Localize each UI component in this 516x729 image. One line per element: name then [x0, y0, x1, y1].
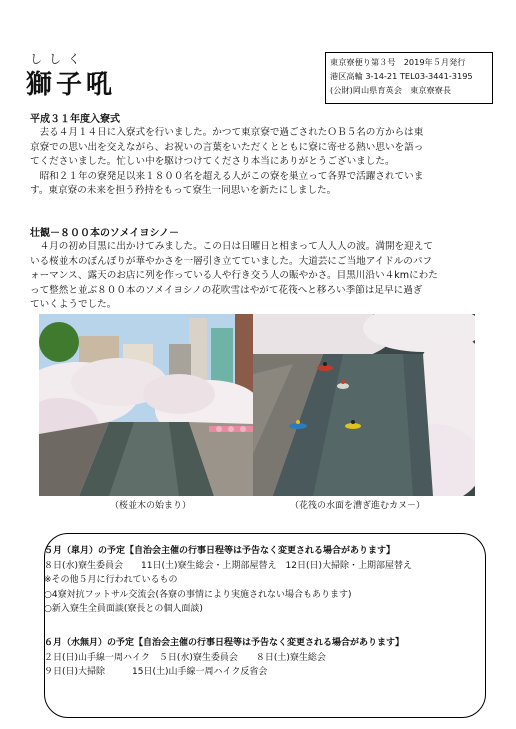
right-photo-caption: （花筏の水面を漕ぎ進むカヌ－）: [290, 501, 426, 511]
issue-info-box: [325, 52, 493, 104]
section2-line: いる桜並木のぼんぼりが華やかさを一層引き立てていました。大道芸にご当地アイドルのパフ: [30, 255, 433, 267]
photo-cherry-row: [39, 314, 253, 496]
section2-line: ４月の初め目黒に出かけてみました。この日は日曜日と相まって人人人の波。満開を迎えて: [39, 241, 433, 252]
may-schedule-line: ８日(水)寮生委員会 11日(土)寮生総会・上期部屋替え 12日(日)大掃除・上期部屋替え: [44, 560, 412, 571]
address-info-line: 港区高輪 3-14-21 TEL03-3441-3195: [330, 71, 473, 81]
section2-body: [30, 240, 490, 313]
june-schedule-heading: ６月（水無月）の予定【自治会主催の行事日程等は予告なく変更される場合があります】: [44, 638, 405, 648]
may-schedule-line: ○新入寮生全員面談(寮長との個人面談): [44, 604, 203, 615]
publisher-info-line: (公財)岡山県育英会 東京寮寮長: [330, 85, 452, 95]
section2-line: ていくようでした。: [30, 299, 117, 310]
title-ruby: ししく: [30, 52, 88, 66]
section2-line: って整然と並ぶ８００本のソメイヨシノの花吹雪はやがて花筏へと移ろい季節は足早に過ぎ: [30, 284, 423, 296]
june-schedule-line: ９日(日)大掃除 15日(土)山手線一周ハイク反省会: [44, 667, 268, 678]
newsletter-title: 獅子吼: [26, 70, 117, 100]
section2-heading: 壮観－８００本のソメイヨシノ－: [30, 228, 179, 239]
section1-body: [30, 126, 490, 199]
section1-line: 去る４月１４日に入寮式を行いました。かつて東京寮で過ごされたＯＢ５名の方からは東: [39, 127, 424, 138]
section2-line: ォーマンス、露天のお店に列を作っている人や行き交う人の賑やかさ。目黒川沿い４kmにわた: [30, 270, 438, 281]
may-schedule: [44, 544, 412, 617]
may-schedule-heading: ５月（皐月）の予定【自治会主催の行事日程等は予告なく変更される場合があります】: [44, 546, 396, 556]
section1-line: す。東京寮の未来を担う矜持をもって寮生一同思いを新たにしました。: [30, 185, 337, 196]
section1-line: てくださいました。忙しい中を駆けつけてくださり本当にありがとうございました。: [30, 156, 395, 167]
issue-info-line: 東京寮便り第３号 2019年５月発行: [330, 57, 466, 67]
may-schedule-line: ※その他５月に行われているもの: [44, 575, 178, 586]
june-schedule: [44, 636, 404, 680]
june-schedule-line: ２日(日)山手線一周ハイク ５日(水)寮生委員会 ８日(土)寮生総会: [44, 652, 326, 663]
left-photo-caption: （桜並木の始まり）: [110, 501, 192, 511]
may-schedule-line: ○4寮対抗フットサル交流会(各寮の事情により実施されない場合もあります): [44, 589, 352, 600]
photo-canoes: [253, 314, 475, 496]
section1-line: 京寮での思い出を交えながら、お祝いの言葉をいただくとともに寮に寄せる熱い思いを語っ: [30, 141, 424, 153]
section1-line: 昭和２１年の寮発足以来１８００名を超える人がこの寮を巣立って各界で活躍されていま: [39, 170, 424, 182]
section1-heading: 平成３１年度入寮式: [30, 114, 120, 125]
